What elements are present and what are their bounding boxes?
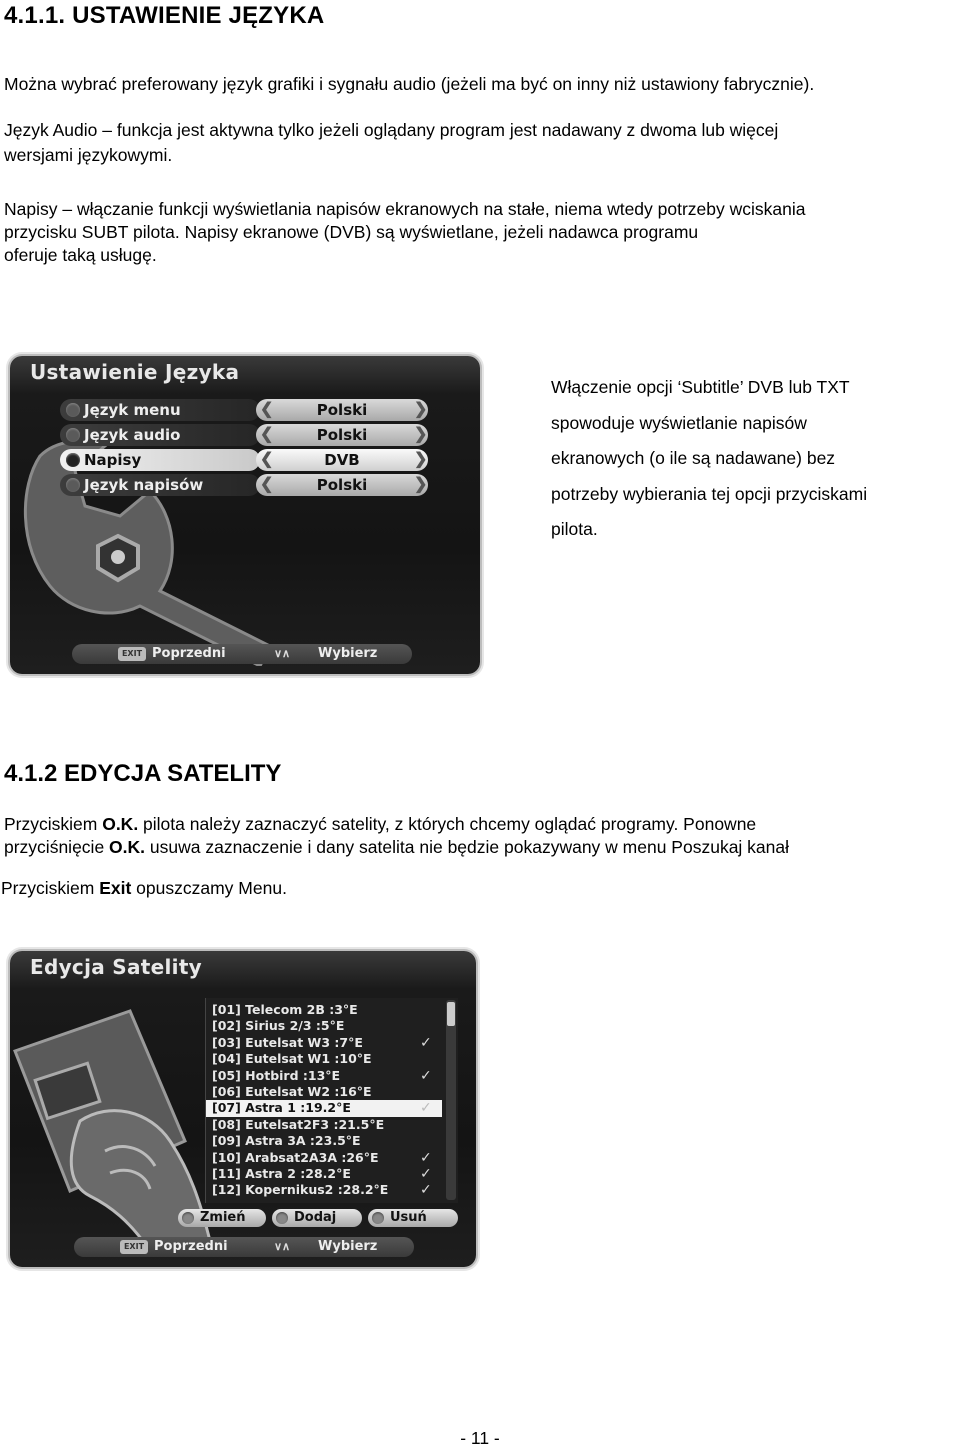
satellite-name: [10] Arabsat2A3A :26°E (212, 1149, 379, 1165)
satellite-list-item[interactable] (206, 1150, 442, 1166)
section-heading-satellites: 4.1.2 EDYCJA SATELITY (4, 760, 282, 787)
checkmark-icon: ✓ (420, 1067, 432, 1084)
up-down-arrows-icon: ∨∧ (274, 1241, 291, 1253)
menu-value: DVB (324, 451, 360, 469)
menu-row-subtitle-language[interactable] (60, 474, 430, 496)
explanation-line: ekranowych (o ile są nadawane) bez (551, 448, 836, 468)
satellite-list-item[interactable] (206, 1068, 442, 1084)
paragraph-exit: Przyciskiem Exit opuszczamy Menu. (1, 878, 287, 898)
checkmark-icon: ✓ (420, 1100, 432, 1117)
exit-key-icon: EXIT (118, 647, 146, 661)
menu-row-menu-language[interactable] (60, 399, 430, 421)
ok-key-label: O.K. (102, 814, 139, 834)
menu-row-audio-language[interactable] (60, 424, 430, 446)
menu-row-subtitles[interactable] (60, 449, 430, 471)
satellite-list[interactable] (205, 998, 458, 1203)
radio-icon (66, 453, 80, 467)
satellite-name: [02] Sirius 2/3 :5°E (212, 1018, 345, 1034)
menu-label: Napisy (84, 451, 142, 469)
checkmark-icon: ✓ (420, 1182, 432, 1199)
satellite-list-item[interactable] (206, 1018, 442, 1034)
back-hint: Poprzedni (152, 646, 226, 661)
paragraph-ok-deselect: przyciśnięcie O.K. usuwa zaznaczenie i dany satelita nie będzie pokazywany w menu Poszukaj kanał (4, 837, 790, 857)
checkmark-icon: ✓ (420, 1034, 432, 1051)
checkmark-icon: ✓ (420, 1166, 432, 1182)
chevron-right-icon[interactable]: ❯ (414, 426, 428, 443)
change-button[interactable]: Zmień (178, 1209, 266, 1227)
menu-value: Polski (316, 401, 368, 419)
screen-title: Edycja Satelity (30, 955, 203, 979)
bottom-help-bar (72, 644, 412, 664)
up-down-arrows-icon: ∨∧ (274, 648, 291, 660)
circle-icon (372, 1212, 384, 1224)
explanation-line: spowoduje wyświetlanie napisów (551, 412, 807, 433)
scrollbar-thumb[interactable] (447, 1002, 455, 1026)
satellite-list-item[interactable] (206, 1051, 442, 1067)
paragraph-ok-select: Przyciskiem O.K. pilota należy zaznaczyć satelity, z których chcemy oglądać programy. Ponowne (4, 814, 757, 834)
back-hint: Poprzedni (154, 1239, 228, 1254)
paragraph-subtitles-line2: przycisku SUBT pilota. Napisy ekranowe (DVB) są wyświetlane, jeżeli nadawca programu (4, 222, 699, 242)
menu-value: Polski (316, 426, 368, 444)
circle-icon (182, 1212, 194, 1224)
bottom-help-bar (74, 1237, 414, 1257)
paragraph-subtitles-line3: oferuje taką usługę. (4, 245, 157, 265)
radio-icon (66, 428, 80, 442)
section-heading-language: 4.1.1. USTAWIENIE JĘZYKA (4, 2, 325, 29)
chevron-right-icon[interactable]: ❯ (414, 451, 428, 468)
explanation-line: pilota. (551, 519, 598, 539)
satellite-name: [11] Astra 2 :28.2°E (212, 1166, 351, 1181)
satellite-name: [04] Eutelsat W1 :10°E (212, 1051, 372, 1067)
satellite-name: [06] Eutelsat W2 :16°E (212, 1084, 372, 1099)
radio-icon (66, 478, 80, 492)
chevron-left-icon[interactable]: ❮ (260, 401, 274, 418)
paragraph-audio-line2: wersjami językowymi. (4, 145, 173, 165)
satellite-name: [03] Eutelsat W3 :7°E (212, 1034, 363, 1050)
satellite-list-item[interactable] (206, 1035, 442, 1051)
explanation-line: potrzeby wybierania tej opcji przyciskami (551, 483, 868, 504)
menu-label: Język napisów (84, 476, 204, 494)
add-button[interactable]: Dodaj (272, 1209, 362, 1227)
circle-icon (276, 1212, 288, 1224)
radio-icon (66, 403, 80, 417)
satellite-name: [09] Astra 3A :23.5°E (212, 1133, 361, 1149)
satellite-list-item[interactable] (206, 1002, 442, 1018)
screen-title: Ustawienie Języka (30, 360, 240, 384)
exit-key-label: Exit (99, 878, 132, 898)
page-number: - 11 - (460, 1428, 500, 1448)
menu-value: Polski (316, 476, 368, 494)
satellite-list-item[interactable] (206, 1100, 442, 1116)
subtitle-explanation (551, 370, 951, 548)
chevron-right-icon[interactable]: ❯ (414, 401, 428, 418)
paragraph-language-intro: Można wybrać preferowany język grafiki i sygnału audio (jeżeli ma być on inny niż ustawiony fabrycznie). (4, 74, 815, 94)
satellite-list-item[interactable] (206, 1166, 442, 1182)
paragraph-subtitles-line1: Napisy – włączanie funkcji wyświetlania napisów ekranowych na stałe, niema wtedy potrzeby wciskania (4, 199, 806, 219)
satellite-name: [07] Astra 1 :19.2°E (212, 1100, 351, 1116)
exit-key-icon: EXIT (120, 1240, 148, 1254)
menu-label: Język audio (84, 426, 181, 444)
satellite-name: [05] Hotbird :13°E (212, 1067, 341, 1083)
scrollbar[interactable] (446, 1000, 456, 1200)
language-settings-screen (10, 356, 480, 674)
ok-key-label: O.K. (109, 837, 146, 857)
paragraph-audio-line1: Język Audio – funkcja jest aktywna tylko jeżeli oglądany program jest nadawany z dwoma lub więcej (4, 120, 779, 140)
chevron-left-icon[interactable]: ❮ (260, 451, 274, 468)
satellite-list-item[interactable] (206, 1182, 442, 1198)
remove-button[interactable]: Usuń (368, 1209, 458, 1227)
satellite-name: [01] Telecom 2B :3°E (212, 1002, 358, 1017)
satellite-list-item[interactable] (206, 1117, 442, 1133)
chevron-left-icon[interactable]: ❮ (260, 476, 274, 493)
checkmark-icon: ✓ (420, 1149, 432, 1166)
satellite-list-item[interactable] (206, 1133, 442, 1149)
chevron-left-icon[interactable]: ❮ (260, 426, 274, 443)
satellite-name: [12] Kopernikus2 :28.2°E (212, 1182, 389, 1198)
menu-label: Język menu (84, 401, 181, 419)
select-hint: Wybierz (318, 1239, 378, 1254)
select-hint: Wybierz (318, 646, 378, 661)
explanation-line: Włączenie opcji ‘Subtitle’ DVB lub TXT (551, 377, 850, 397)
chevron-right-icon[interactable]: ❯ (414, 476, 428, 493)
satellite-name: [08] Eutelsat2F3 :21.5°E (212, 1116, 385, 1132)
satellite-list-item[interactable] (206, 1084, 442, 1100)
